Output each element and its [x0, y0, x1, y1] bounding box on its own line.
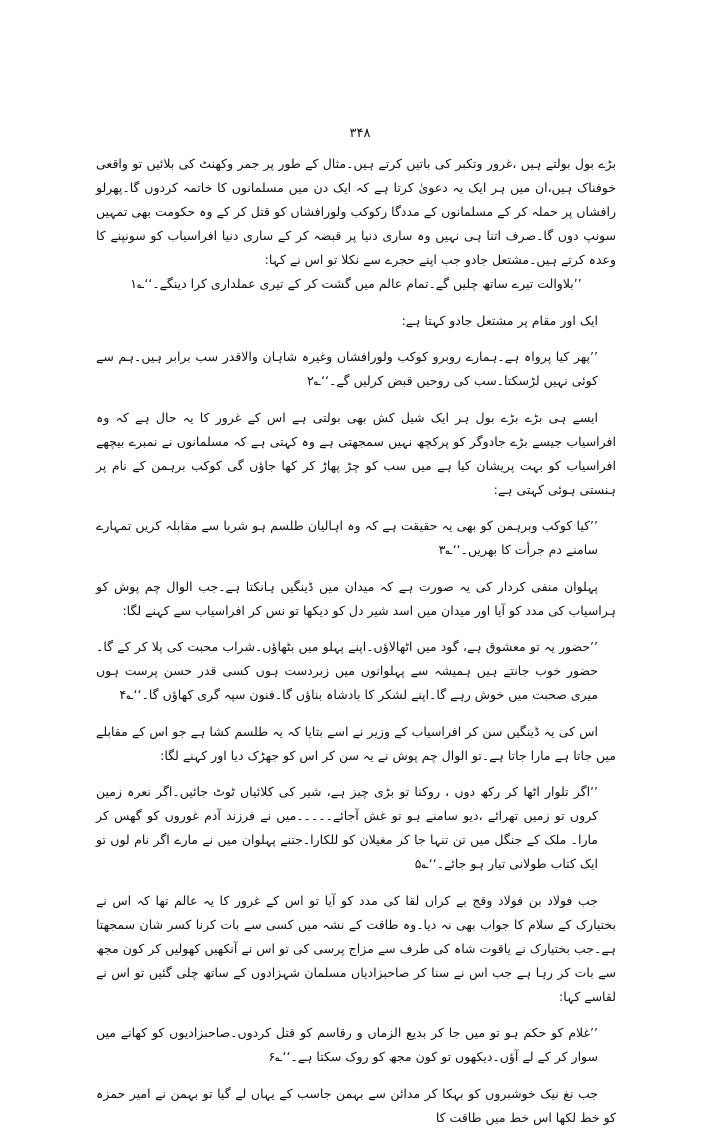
paragraph: بڑے بول بولتے ہیں ،غرور وتکبر کی باتیں کرتے ہیں۔مثال کے طور پر جمر وکھنٹ کی بلائیں تو واقعی خوفناک ہیں،ان میں ہر ایک یہ دعویٰ کرتا ہے کہ ایک دن میں مسلمانوں کا خاتمہ کردوں گا۔پھرلو رافشاں پر حملہ کر کے مسلمانوں کے مددگا رکوکب ولورافشاں کو قتل کر کے وہ حکومت بھی تمہیں سونپ دوں گا۔صرف اتنا ہی نہیں وہ ساری دنیا پر قبضہ کر کے ساری دنیا افراسیاب کو سونپنے کا وعدہ کرتے ہیں۔مشتعل جادو جب اپنے حجرے سے نکلا تو اس نے کہا:: [96, 156, 616, 267]
paragraph: جب نغ نیک خوشبروں کو بہکا کر مدائن سے بہمن جاسب کے یہاں لے گیا تو بہمن نے امیر حمزہ کو خط لکھا اس خط میں طاقت کا: [96, 1085, 616, 1125]
paragraph: پہلوان منفی کردار کی یہ صورت ہے کہ میدان میں ڈینگیں ہانکتا ہے۔جب الوال چم پوش کو ہراسیاب کی مدد کو آیا اور میدان میں اسد شیر دل کو دیکھا تو نس کر افراسیاب سے کہنے لگا:: [96, 578, 616, 618]
paragraph: ایک اور مقام پر مشتعل جادو کہتا ہے:: [401, 312, 598, 328]
quotation: ’’بلاوالت تیرے ساتھ چلیں گے۔تمام عالم میں گشت کر کے تیری عملداری کرا دینگے۔‘‘؎۱: [130, 276, 582, 291]
quotation: ’’غلام کو حکم ہو تو میں جا کر بدیع الزماں و رقاسم کو قتل کردوں۔صاحبزادیوں کو کھانے میں سوار کر کے لے آؤں۔دیکھوں تو کون مجھ کو روک سکتا ہے۔‘‘؎۶: [96, 1025, 598, 1064]
paragraph: ایسے ہی بڑے بڑے بول ہر ایک شیل کش بھی بولتی ہے اس کے غرور کا یہ حال ہے کہ وہ افراسیاب جیسے بڑے جادوگر کو پرکچھ نہیں سمجھتی ہے وہ کہتی ہے کہ مسلمانوں نے نمبرے بیچھے افراسیاب کو بہت پریشان کیا ہے میں سب کو چڑ پھاڑ کر کھا جاؤں گی کوکب برہمن کے نام پر ہنستی ہوئی کہتی ہے:: [96, 409, 616, 497]
quotation: ’’اگر تلوار اٹھا کر رکھ دوں ، روکنا تو بڑی چیز ہے، شیر کی کلائیاں ٹوٹ جائیں۔اگر نعرہ زمین کروں تو زمیں تھرائے ،دیو سامنے ہو تو غش آجائے۔۔۔۔۔میں نے فرزند آدم غوروں کو گھس کر مارا۔ ملک کے جنگل میں تن تنہا جا کر مغیلان کو للکارا۔جتنے پہلوان میں نے مارے اگر نام لوں تو ایک کتاب طولانی تیار ہو جائے۔‘‘؎۵: [96, 784, 598, 871]
paragraph: جب فولاد بن فولاد وقج بے کراں لقا کی مدد کو آیا تو اس کے غرور کا یہ عالم تھا کہ اس نے بختیارک کے سلام کا جواب بھی نہ دیا۔وہ طاقت کے نشہ میں کسی سے بات کرنا کسر شان سمجھتا ہے۔جب بختیارک نے یاقوت شاہ کی طرف سے مزاج پرسی کی تو اس نے آنکھیں کھولیں کر کون مجھ سے بات کر رہا ہے جب اس نے سنا کر صاحبزادیاں مسلمان شہزادوں کے ساتھ چلی گئیں تو اس نے لقاسے کہا:: [96, 892, 616, 1004]
quotation: ’’کیا کوکب وبرہمن کو بھی یہ حقیقت ہے کہ وہ اہالیان طلسم ہو شربا سے مقابلہ کریں تمہارے سامنے دم جرأت کا بھریں۔‘‘؎۳: [96, 518, 598, 557]
quotation: ’’پھر کیا پرواہ ہے۔ہمارے روبرو کوکب ولورافشاں وغیرہ شاہان والاقدر سب برابر ہیں۔ہم سے کوئی نہیں لڑسکتا۔سب کی روحیں قبض کرلیں گے۔‘‘؎۲: [96, 349, 598, 388]
paragraph: اس کی یہ ڈینگیں سن کر افراسیاب کے وزیر نے اسے بتایا کہ یہ طلسم کشا ہے جو اس کے مقابلے میں جاتا ہے مارا جاتا ہے۔تو الوال چم پوش نے یہ سن کر اس کو جھڑک دیا اور کہنے لگا:: [96, 723, 616, 763]
quotation: ’’حضور یہ تو معشوق ہے، گود میں اٹھالاؤں۔اپنے پہلو میں بٹھاؤں۔شراب محبت کی پلا کر کے گا۔حضور خوب جانتے ہیں ہمیشہ سے پہلوانوں میں زبردست ہوں کسی قدر حسن پرست ہوں میری صحبت میں خوش رہے گا۔اپنے لشکر کا بادشاہ بناؤں گا۔فنون سپہ گری کھاؤں گا۔‘‘؎۴: [96, 639, 598, 702]
page-number: ۳۴۸: [349, 126, 371, 141]
body-text: [96, 152, 616, 1142]
